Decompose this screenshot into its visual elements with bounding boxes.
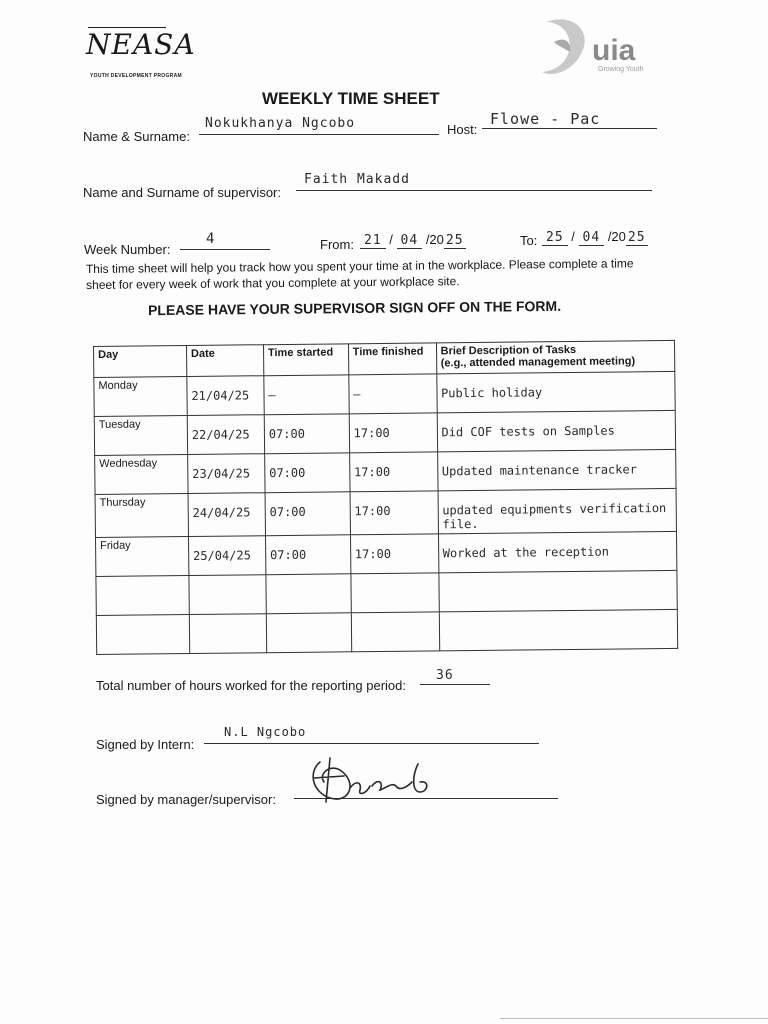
table-row [96, 531, 677, 576]
row-date: 23/04/25 [192, 466, 251, 481]
table-row [95, 449, 676, 494]
row-description-cell[interactable] [437, 449, 676, 490]
total-hours-field[interactable] [420, 670, 490, 685]
col-header-time-started: Time started [263, 344, 348, 376]
row-description-cell[interactable] [437, 410, 676, 451]
row-time-started: 07:00 [269, 504, 306, 520]
row-date-cell[interactable] [188, 536, 265, 576]
row-date-cell[interactable] [187, 376, 264, 416]
intern-signature-value: N.L Ngcobo [224, 725, 307, 739]
row-time-started-cell[interactable] [265, 535, 350, 575]
from-date[interactable]: 21 / 04 /20 25 [360, 232, 466, 248]
table-row [96, 609, 677, 654]
total-hours-value: 36 [436, 668, 454, 683]
row-time-finished-cell[interactable] [350, 491, 438, 535]
row-day-cell [96, 537, 189, 577]
row-time-started-cell[interactable] [264, 375, 349, 415]
row-day-cell [94, 416, 187, 456]
row-date-cell[interactable] [189, 575, 266, 615]
row-time-finished [356, 624, 435, 625]
instructions-text: This time sheet will help you track how you spent your time at in the workplace. Please complete a time sheet for every week of work that you complete at your workplace site. [85, 256, 634, 293]
row-time-finished: 17:00 [353, 425, 390, 441]
col-header-date: Date [186, 345, 263, 377]
host-value: Flowe - Pac [490, 110, 601, 128]
row-time-started: 07:00 [269, 547, 307, 563]
row-date-cell[interactable] [188, 454, 265, 494]
col-header-description-example: (e.g., attended management meeting) [440, 355, 636, 370]
row-description-cell[interactable] [438, 488, 677, 533]
row-day-cell [96, 576, 189, 616]
from-year: 25 [445, 233, 464, 248]
total-hours-label: Total number of hours worked for the reporting period: [96, 678, 407, 693]
neasa-logo: NEASA [86, 28, 196, 61]
row-time-finished: 17:00 [354, 503, 391, 519]
row-day: Thursday [99, 496, 146, 509]
name-value: Nokukhanya Ngcobo [205, 116, 356, 131]
intern-signature-label: Signed by Intern: [96, 737, 195, 752]
row-description: Worked at the reception [442, 544, 609, 561]
row-day: Monday [98, 379, 138, 392]
week-field[interactable] [180, 233, 270, 250]
supervisor-field[interactable] [296, 170, 652, 191]
name-label: Name & Surname: [83, 129, 190, 144]
row-description-cell[interactable] [436, 371, 675, 412]
instructions-emphasis: PLEASE HAVE YOUR SUPERVISOR SIGN OFF ON THE FORM. [147, 297, 562, 319]
row-time-started-cell[interactable] [265, 492, 350, 536]
neasa-logo-subtitle: YOUTH DEVELOPMENT PROGRAM [90, 73, 182, 79]
page-title: WEEKLY TIME SHEET [262, 89, 440, 108]
to-day: 25 [542, 230, 568, 246]
from-month: 04 [397, 233, 423, 249]
row-time-finished-cell[interactable] [351, 612, 439, 652]
row-date: 22/04/25 [191, 427, 250, 442]
row-day-cell [95, 494, 188, 538]
row-day: Friday [100, 539, 131, 552]
row-time-started-cell[interactable] [266, 574, 351, 614]
host-label: Host: [447, 122, 478, 137]
row-time-finished-cell[interactable] [349, 374, 437, 414]
row-time-finished: 17:00 [353, 464, 391, 480]
row-description: updated equipments verification file. [442, 501, 667, 532]
col-header-time-finished: Time finished [348, 343, 436, 375]
row-date-cell[interactable] [188, 493, 265, 537]
row-time-started: – [268, 388, 276, 403]
row-time-finished [355, 585, 434, 586]
row-date: 21/04/25 [191, 388, 250, 403]
to-year: 25 [627, 230, 646, 245]
timesheet-table [93, 340, 678, 655]
row-description [443, 583, 672, 585]
table-row [95, 488, 676, 537]
row-day: Wednesday [99, 457, 158, 470]
row-day-cell [95, 455, 188, 495]
row-description: Updated maintenance tracker [441, 462, 638, 479]
row-date: 24/04/25 [192, 505, 251, 520]
row-time-finished-cell[interactable] [349, 413, 437, 453]
row-date-cell[interactable] [189, 614, 266, 654]
row-time-started [270, 586, 346, 587]
logo-swoosh [88, 27, 166, 28]
row-description: Public holiday [440, 385, 543, 401]
row-description-cell[interactable] [439, 609, 678, 650]
row-day-cell [94, 377, 187, 417]
from-label: From: [320, 237, 354, 252]
host-field[interactable] [482, 110, 657, 129]
page-edge-line [500, 1018, 768, 1019]
supervisor-label: Name and Surname of supervisor: [83, 185, 281, 200]
row-date [194, 626, 262, 627]
to-date[interactable]: 25 / 04 /20 25 [542, 229, 648, 245]
to-month: 04 [579, 230, 605, 246]
row-date: 25/04/25 [193, 548, 251, 563]
row-date [193, 587, 261, 588]
row-day-cell [96, 615, 189, 655]
row-time-finished-cell[interactable] [351, 573, 439, 613]
table-row [96, 570, 677, 615]
week-label: Week Number: [84, 242, 171, 257]
row-time-finished-cell[interactable] [350, 534, 438, 574]
col-header-description [436, 340, 675, 373]
row-time-started-cell[interactable] [264, 414, 349, 454]
name-field[interactable] [199, 114, 439, 135]
week-value: 4 [206, 231, 216, 247]
col-header-day: Day [94, 346, 187, 378]
to-year-prefix: /20 [607, 229, 626, 244]
duja-logo-subtitle: Growing Youth [598, 66, 644, 73]
row-time-started: 07:00 [268, 426, 305, 442]
row-time-finished: – [353, 387, 361, 402]
row-day: Tuesday [98, 418, 141, 431]
row-description: Did COF tests on Samples [441, 423, 615, 440]
supervisor-value: Faith Makadd [304, 172, 410, 187]
row-time-started-cell[interactable] [264, 453, 349, 493]
row-description-cell[interactable] [438, 531, 677, 572]
row-description [443, 622, 672, 624]
col-header-description-title: Brief Description of Tasks [440, 343, 577, 358]
intern-signature-field[interactable] [204, 727, 539, 744]
table-row [94, 410, 675, 455]
row-time-finished-cell[interactable] [349, 452, 437, 492]
row-time-started [271, 625, 347, 626]
to-label: To: [520, 233, 538, 248]
from-day: 21 [360, 233, 386, 249]
from-year-prefix: /20 [425, 232, 444, 247]
manager-signature-label: Signed by manager/supervisor: [96, 792, 276, 807]
row-date-cell[interactable] [187, 415, 264, 455]
table-row [94, 371, 675, 416]
row-time-started: 07:00 [269, 465, 306, 481]
row-time-finished: 17:00 [354, 546, 392, 562]
manager-signature-mark [300, 752, 450, 808]
row-description-cell[interactable] [438, 570, 677, 611]
duja-logo-text: uia [592, 34, 636, 67]
row-time-started-cell[interactable] [266, 613, 351, 653]
